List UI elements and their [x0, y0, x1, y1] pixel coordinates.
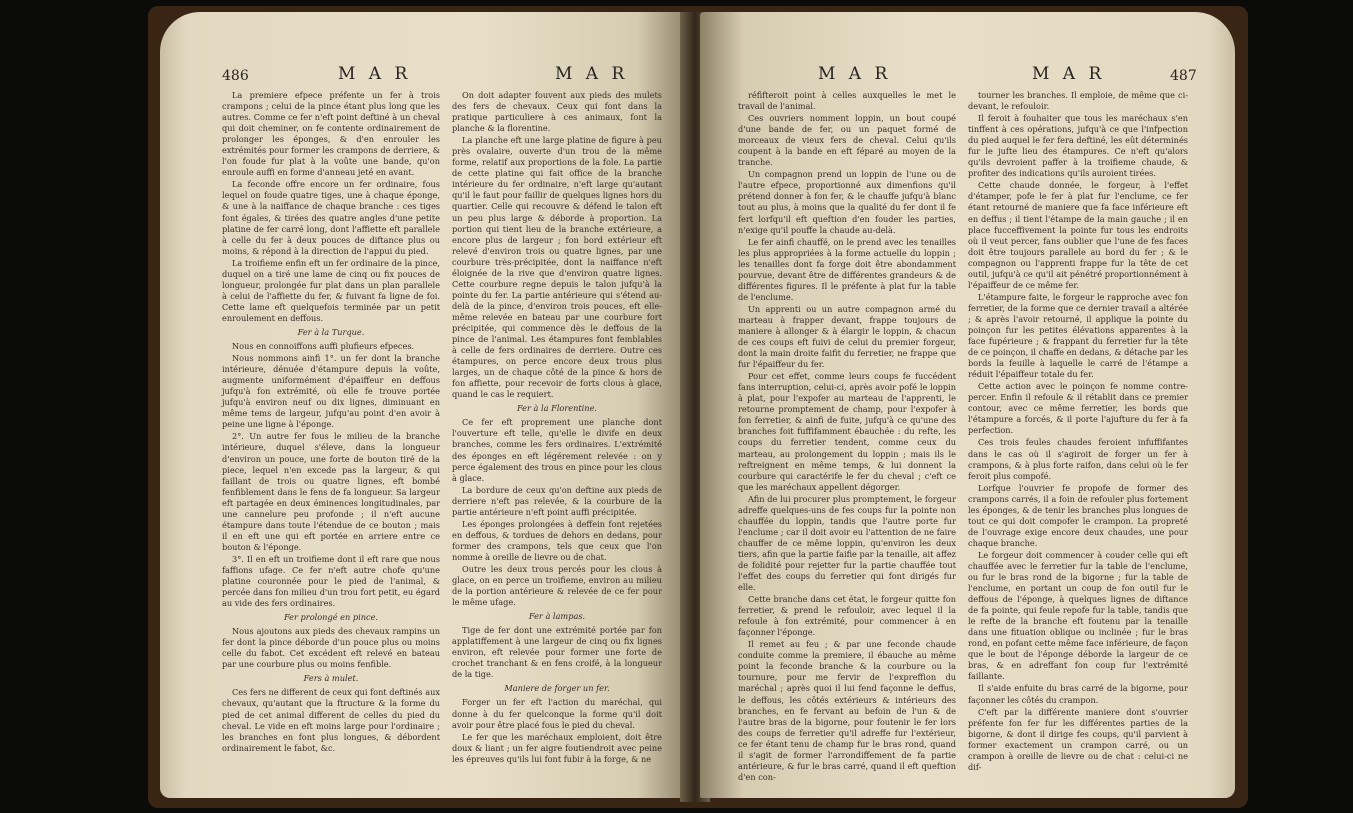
paragraph: Ces fers ne different de ceux qui font deftinés aux chevaux, qu'autant que la ftructure & la forme du pied de cet animal different de celles du pied du cheval. Le vide en eft moins large pour l'ordinaire ; les branches en font plus longues, & débordent ordinairement le fabot, &c.	[222, 687, 440, 753]
paragraph: La feconde offre encore un fer ordinaire, fous lequel on foude quatre tiges, une à chaque éponge, & une à la naiffance de chaque branche : ces tiges font égales, & tirées des quatre angles d'une petite platine de fer carré long, dont l'affiette eft parallele à celle du fer à deux pouces de diftance plus ou moins, & répond à la direction de l'appui du pied.	[222, 179, 440, 256]
paragraph: Cette action avec le poinçon fe nomme contre-percer. Enfin il refoule & il rétablit dans ce premier contour, avec ce même ferretier, les bords que l'étampure a forcés, & il porte l'ajufture du fer à fa perfection.	[968, 381, 1188, 436]
running-head-left-col2: M A R	[555, 64, 629, 84]
paragraph: Nous ajoutons aux pieds des chevaux rampins un fer dont la pince déborde d'un pouce plus ou moins celle du fabot. Cet excédent eft relevé en bateau par une courbure plus ou moins fenfible.	[222, 626, 440, 670]
paragraph: Le fer ainfi chauffé, on le prend avec les tenailles les plus appropriées à la forme actuelle du loppin ; les tenailles dont fa forge doit être abondamment pourvue, devant être de différentes grandeurs & de différentes figures. Il le préfente à plat fur la table de l'enclume.	[738, 236, 956, 302]
running-head-left-col1: M A R	[338, 64, 412, 84]
paragraph: L'étampure faite, le forgeur le rapproche avec fon ferretier, de la forme que ce dernier travail a altérée ; & après l'avoir retourné, il applique la pointe du poinçon fur les petites élévations apparentes à la face fupérieure ; & frappant du ferretier fur la tête de ce poinçon, il chaffe en dedans, & détache par les bords la feuille à laquelle le carré de l'étampe a réduit l'épaiffeur totale du fer.	[968, 291, 1188, 380]
section-heading: Fer à la Turque.	[297, 326, 365, 337]
paragraph: Le fer que les maréchaux emploient, doit être doux & liant ; un fer aigre foutiendroit avec peine les épreuves qu'ils lui font fubir à la forge, & ne	[452, 731, 662, 764]
paragraph: Il feroit à fouhaiter que tous les maréchaux s'en tinffent à ces opérations, jufqu'à ce que l'infpection du pied auquel le fer fera deftiné, les eût déterminés fur le jufte lieu des étampures. Ce n'eft qu'alors qu'ils devroient paffer à la troifieme chaude, & profiter des indications qu'ils auroient tirées.	[968, 113, 1188, 179]
paragraph: Ce fer eft proprement une planche dont l'ouverture eft telle, qu'elle le divife en deux branches, comme les fers ordinaires. L'extrémité des éponges en eft légérement relevée : on y perce également des trous en pince pour les clous à glace.	[452, 417, 662, 483]
paragraph: Nous nommons ainfi 1°. un fer dont la branche intérieure, dénuée d'étampure depuis la voûte, augmente uniformément d'épaiffeur en deffous jufqu'à fon extrémité, où elle fe trouve portée jufqu'à environ neuf ou dix lignes, diminuant en même tems de largeur, jufqu'au point d'en avoir à peine une ligne à l'éponge.	[222, 353, 440, 430]
paragraph: Ces ouvriers nomment loppin, un bout coupé d'une bande de fer, ou un paquet formé de morceaux de vieux fers de cheval. Celui qu'ils coupent à la bande en eft féparé au moyen de la tranche.	[738, 113, 956, 168]
left-page	[160, 12, 690, 798]
paragraph: Ces trois feules chaudes feroient infuffifantes dans le cas où il s'agiroit de forger un fer à crampons, & à plus forte raifon, dans celui où le fer feroit plus compofé.	[968, 437, 1188, 481]
section-heading: Fer à lampas.	[528, 611, 586, 622]
section-heading: Fers à mulet.	[303, 673, 359, 684]
paragraph: C'eft par la différente maniere dont s'ouvrier préfente fon fer fur les différentes parties de la bigorne, & dont il dirige fes coups, qu'il parvient à former exactement un crampon carré, ou un crampon à oreille de lievre ou de chat : celui-ci ne dif-	[968, 706, 1188, 772]
running-head-right-col2: M A R	[1032, 64, 1106, 84]
right-column-1	[738, 90, 956, 784]
right-column-2	[968, 90, 1188, 774]
paragraph: On doit adapter fouvent aux pieds des mulets des fers de chevaux. Ceux qui font dans la pratique particuliere à ces animaux, font la planche & la florentine.	[452, 90, 662, 134]
paragraph: 3°. Il en eft un troifieme dont il eft rare que nous faffions ufage. Ce fer n'eft autre chofe qu'une platine couronnée pour le pied de l'animal, & percée dans fon milieu d'un trou fort petit, eu égard au vide des fers ordinaires.	[222, 553, 440, 609]
section-heading: Fer prolongé en pince.	[283, 612, 379, 623]
paragraph: Cette chaude donnée, le forgeur, à l'effet d'étamper, pofe le fer à plat fur l'enclume, ce fer étant retourné de maniere que fa face inférieure eft en deffus ; il tient l'étampe de la main gauche ; il en place fucceffivement la pointe fur tous les endroits où il veut percer, fans oublier que l'une de fes faces doit être toujours parallele au bord du fer ; & le compagnon ou l'apprenti frappe fur la tête de cet outil, jufqu'à ce qu'il ait pénétré proportionnément à l'épaiffeur de ce même fer.	[968, 180, 1188, 290]
section-heading: Maniere de forger un fer.	[504, 683, 610, 694]
paragraph: tourner les branches. Il emploie, de même que ci-devant, le refouloir.	[968, 90, 1188, 112]
paragraph: Cette branche dans cet état, le forgeur quitte fon ferretier, & prend le refouloir, avec lequel il la refoule à fon extrémité, pour commencer à en façonner l'éponge.	[738, 594, 956, 638]
paragraph: Pour cet effet, comme leurs coups fe fuccédent fans interruption, celui-ci, après avoir pofé le loppin à plat, pour l'expofer au marteau de l'apprenti, le retourne promptement de champ, pour l'expofer à fon ferretier, & ainfi de fuite, jufqu'à ce qu'une des branches foit fuffifamment ébauchée : du refte, les coups du ferretier tendent, comme ceux du marteau, au prolongement du loppin ; mais ils le reftreignent en même temps, & lui donnent la courbure qui caractérife le fer du cheval ; c'eft ce que les maréchaux appellent dégorger.	[738, 371, 956, 492]
paragraph: Tige de fer dont une extrémité portée par fon applatiffement à une largeur de cinq ou fix lignes environ, eft relevée pour former une forte de crochet tranchant & en fens croifé, à la longueur de la tige.	[452, 625, 662, 680]
right-page	[700, 12, 1235, 798]
paragraph: Le forgeur doit commencer à couder celle qui eft chauffée avec le ferretier fur la table de l'enclume, ou fur le bras rond de la bigorne ; fur la table de l'enclume, en portant un coup de fon outil fur le deffous de l'éponge, à quelques lignes de diftance de fa pointe, qui feule repofe fur la table, tandis que le refte de la branche eft foutenu par la tenaille dans une fituation oblique ou inclinée ; fur le bras rond, en pofant cette même face inférieure, de façon que le bout de l'éponge déborde la largeur de ce bras, & en adreffant fon coup fur l'extrémité faillante.	[968, 549, 1188, 682]
paragraph: Un compagnon prend un loppin de l'une ou de l'autre efpece, proportionné aux dimenfions qu'il prétend donner à fon fer, & le chauffe jufqu'à blanc tout au plus, à moins que la qualité du fer dont il fe fert lorfqu'il eft queftion d'en fouder les parties, n'exige qu'il pouffe la chaude au-delà.	[738, 169, 956, 235]
paragraph: Nous en connoiffons auffi plufieurs efpeces.	[232, 341, 415, 352]
paragraph: Forger un fer eft l'action du maréchal, qui donne à du fer quelconque la forme qu'il doit avoir pour être placé fous le pied du cheval.	[452, 697, 662, 730]
paragraph: 2°. Un autre fer fous le milieu de la branche intérieure, duquel s'éleve, dans la longueur d'environ un pouce, une forte de bouton tiré de la piece, lequel n'en excede pas la largeur, & qui faillant de trois ou quatre lignes, eft bombé fenfiblement dans le fens de fa longueur. Sa largeur eft partagée en deux éminences longitudinales, par une cannelure peu profonde ; il n'eft aucune étampure dans toute l'étendue de ce bouton ; mais il en eft une qui eft portée en arriere entre ce bouton & l'éponge.	[222, 431, 440, 552]
paragraph: La bordure de ceux qu'on deftine aux pieds de derriere n'eft pas relevée, & la courbure de la partie antérieure n'eft point auffi précipitée.	[452, 484, 662, 517]
paragraph: Les éponges prolongées à deffein font rejetées en deffous, & tordues de dehors en dedans, pour former des crampons, tels que ceux que l'on nomme à oreille de lievre ou de chat.	[452, 518, 662, 562]
paragraph: La planche eft une large platine de figure à peu près ovalaire, ouverte d'un trou de la même forme, relatif aux proportions de la fole. La partie de cette platine qui fait office de la branche intérieure du fer ordinaire, n'eft large qu'autant qu'il le faut pour faillir de quelques lignes hors du quartier. Celle qui recouvre & défend le talon eft un peu plus large & déborde à proportion. La portion qui tient lieu de la branche extérieure, a encore plus de largeur ; fon bord extérieur eft relevé d'environ trois ou quatre lignes, par une courbure très-précipitée, dont la naiffance n'eft éloignée de la rive que d'environ quatre lignes. Cette courbure regne depuis le talon jufqu'à la pointe du fer. La partie antérieure qui s'étend au-delà de la pince, d'environ trois pouces, eft elle-même relevée en bateau par une courbure fort précipitée, qui commence dès le deffous de la pince de l'animal. Les étampures font femblables à celle de fers ordinaires de derriere. Outre ces étampures, on perce encore deux trous plus larges, un de chaque côté de la pince & hors de fon affiette, pour recevoir de forts clous à glace, quand le cas le requiert.	[452, 135, 662, 400]
page-number-left: 486	[222, 68, 249, 84]
left-column-1	[222, 90, 440, 755]
left-column-2	[452, 90, 662, 766]
running-head-right-col1: M A R	[818, 64, 892, 84]
page-number-right: 487	[1170, 68, 1197, 84]
paragraph: Un apprenti ou un autre compagnon armé du marteau à frapper devant, frappe toujours de maniere à allonger & à élargir le loppin, & chacun de ces coups eft fuivi de celui du premier forgeur, dont la main droite faifit du ferretier, ne frappe que fur l'épaiffeur du fer.	[738, 303, 956, 370]
paragraph: réfifteroit point à celles auxquelles le met le travail de l'animal.	[738, 90, 956, 112]
paragraph: Il s'aide enfuite du bras carré de la bigorne, pour façonner les côtés du crampon.	[968, 683, 1188, 705]
paragraph: Lorfque l'ouvrier fe propofe de former des crampons carrés, il a foin de refouler plus fortement les éponges, & de tenir les branches plus longues de tout ce qui doit compofer le crampon. La propreté de l'ouvrage exige encore deux chaudes, une pour chaque branche.	[968, 482, 1188, 548]
open-book	[160, 12, 1235, 802]
paragraph: Outre les deux trous percés pour les clous à glace, on en perce un troifieme, environ au milieu de la portion antérieure & relevée de ce fer pour le même ufage.	[452, 563, 662, 608]
paragraph: La premiere efpece préfente un fer à trois crampons ; celui de la pince étant plus long que les autres. Comme ce fer n'eft point deftiné à un cheval qui doit cheminer, on fe contente ordinairement de prolonger les éponges, & d'en enrouler les extrémités pour former les crampons de derriere, & l'on foude fur plat à la voûte une bande, qu'on enroule auffi en forme d'anneau jeté en avant.	[222, 90, 440, 178]
paragraph: Afin de lui procurer plus promptement, le forgeur adreffe quelques-uns de fes coups fur la pointe non chauffée du loppin, tandis que l'autre porte fur l'enclume ; car il doit avoir eu l'attention de ne faire chauffer de ce même loppin, qu'environ les deux tiers, afin que la partie faifie par la tenaille, ait affez de folidité pour rejetter fur la partie chauffée tout l'effet des coups du ferretier qui font dirigés fur elle.	[738, 493, 956, 593]
paragraph: La troifieme enfin eft un fer ordinaire de la pince, duquel on a tiré une lame de cinq ou fix pouces de longueur, prolongée fur plat dans un plan parallele à celui de l'affiette du fer, & fuivant fa ligne de foi. Cette lame eft quelquefois terminée par un petit enroulement en deffous.	[222, 257, 440, 323]
paragraph: Il remet au feu ; & par une feconde chaude conduite comme la premiere, il ébauche au même point la feconde branche & la courbure ou la tournure, pour me fervir de l'expreffion du maréchal ; après quoi il lui fend façonne le deffus, le deffous, les côtés extérieurs & intérieurs des branches, en fe fervant au befoin de l'un & de l'autre bras de la bigorne, pour foutenir le fer lors des coups de ferretier qu'il adreffe fur l'extérieur, ce fer étant tenu de champ fur le bras rond, quand il s'agit de former l'arrondiffement de fa partie antérieure, & fur le bras carré, quand il eft queftion d'en con-	[738, 639, 956, 782]
section-heading: Fer à la Florentine.	[516, 403, 598, 414]
